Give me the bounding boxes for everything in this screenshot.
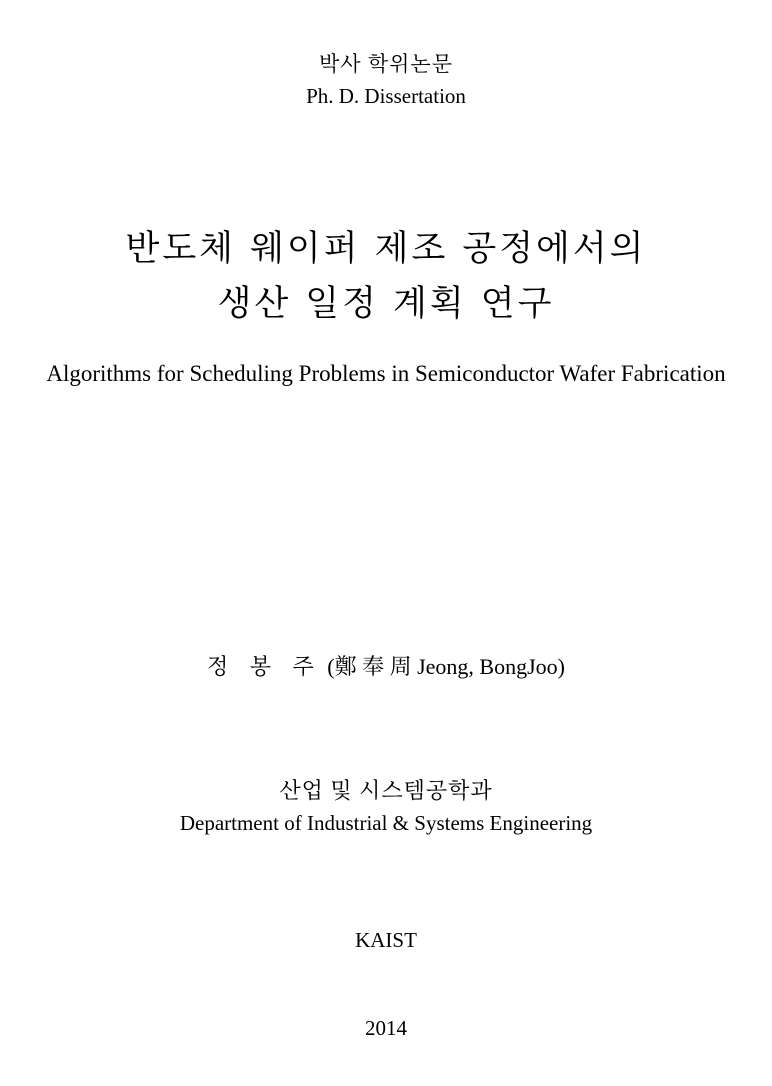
degree-korean: 박사 학위논문 bbox=[319, 52, 453, 76]
department-korean: 산업 및 시스템공학과 bbox=[279, 778, 493, 803]
title-korean-line2: 생산 일정 계획 연구 bbox=[217, 284, 555, 324]
author-name-english: Jeong, BongJoo) bbox=[417, 654, 565, 679]
author-line bbox=[0, 656, 772, 678]
department-english: Department of Industrial & Systems Engineering bbox=[179, 811, 593, 835]
publication-year: 2014 bbox=[365, 1016, 407, 1040]
author-name-korean: 정 봉 주 bbox=[207, 654, 322, 679]
author-name-hanja: (鄭 奉 周 bbox=[327, 654, 412, 679]
university-name: KAIST bbox=[355, 928, 417, 952]
title-english: Algorithms for Scheduling Problems in Semiconductor Wafer Fabrication bbox=[46, 361, 726, 386]
title-korean-line1: 반도체 웨이퍼 제조 공정에서의 bbox=[125, 229, 647, 269]
degree-english: Ph. D. Dissertation bbox=[306, 84, 466, 108]
